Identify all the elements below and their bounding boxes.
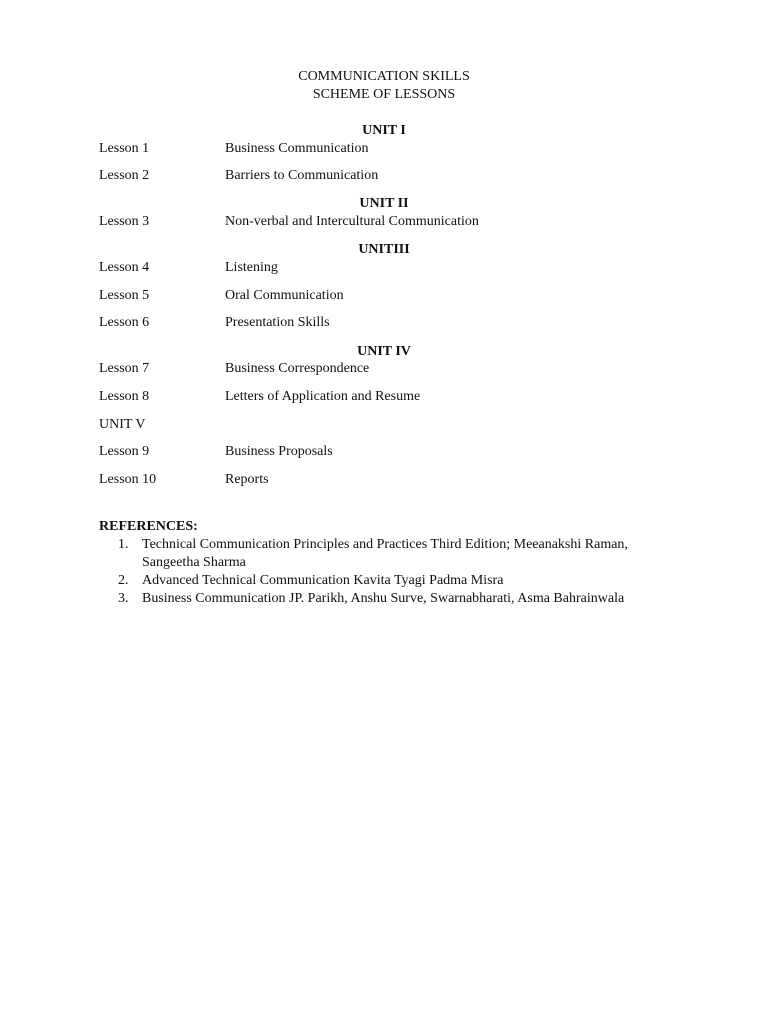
reference-text: Advanced Technical Communication Kavita Tyagi Padma Misra (142, 573, 504, 588)
document-title: COMMUNICATION SKILLS (298, 69, 470, 84)
unit-heading-3: UNITIII (358, 242, 410, 257)
lesson-number: Lesson 10 (99, 472, 157, 487)
document-subtitle: SCHEME OF LESSONS (312, 87, 456, 102)
lesson-number: Lesson 6 (99, 315, 150, 330)
lesson-number: Lesson 2 (99, 168, 150, 183)
lesson-title: Listening (225, 260, 278, 275)
reference-text: Business Communication JP. Parikh, Anshu Surve, Swarnabharati, Asma Bahrainwala (142, 591, 625, 606)
lesson-row (99, 443, 699, 461)
lesson-number: Lesson 8 (99, 389, 150, 404)
lesson-title: Business Correspondence (225, 361, 370, 376)
lesson-number: Lesson 5 (99, 288, 150, 303)
reference-number: 2. (118, 573, 129, 588)
lesson-title: Barriers to Communication (225, 168, 379, 183)
lesson-row (99, 140, 699, 158)
lesson-title: Oral Communication (225, 288, 344, 303)
lesson-row (99, 213, 699, 231)
unit-heading-1: UNIT I (362, 123, 406, 138)
lesson-row (99, 314, 699, 332)
lesson-row (99, 259, 699, 277)
reference-number: 3. (118, 591, 129, 606)
unit-heading-5: UNIT V (99, 417, 146, 432)
reference-number: 1. (118, 537, 129, 552)
reference-item (118, 536, 648, 572)
lesson-row (99, 471, 699, 489)
lesson-row (99, 287, 699, 305)
reference-item (118, 572, 648, 590)
lesson-title: Reports (225, 472, 269, 487)
lesson-title: Letters of Application and Resume (225, 389, 421, 404)
lesson-title: Presentation Skills (225, 315, 330, 330)
lesson-number: Lesson 3 (99, 214, 150, 229)
references-heading: REFERENCES: (99, 519, 198, 534)
lesson-row (99, 360, 699, 378)
lesson-title: Business Proposals (225, 444, 333, 459)
lesson-number: Lesson 7 (99, 361, 150, 376)
lesson-row (99, 388, 699, 406)
lesson-number: Lesson 9 (99, 444, 150, 459)
reference-item (118, 590, 648, 608)
lesson-number: Lesson 4 (99, 260, 150, 275)
lesson-title: Business Communication (225, 141, 369, 156)
lesson-row (99, 167, 699, 185)
lesson-title: Non-verbal and Intercultural Communication (225, 214, 479, 229)
unit-heading-4: UNIT IV (357, 344, 411, 359)
lesson-number: Lesson 1 (99, 141, 150, 156)
reference-text: Technical Communication Principles and Practices Third Edition; Meeanakshi Raman, Sangeetha Sharma (142, 537, 628, 570)
unit-heading-2: UNIT II (359, 196, 409, 211)
